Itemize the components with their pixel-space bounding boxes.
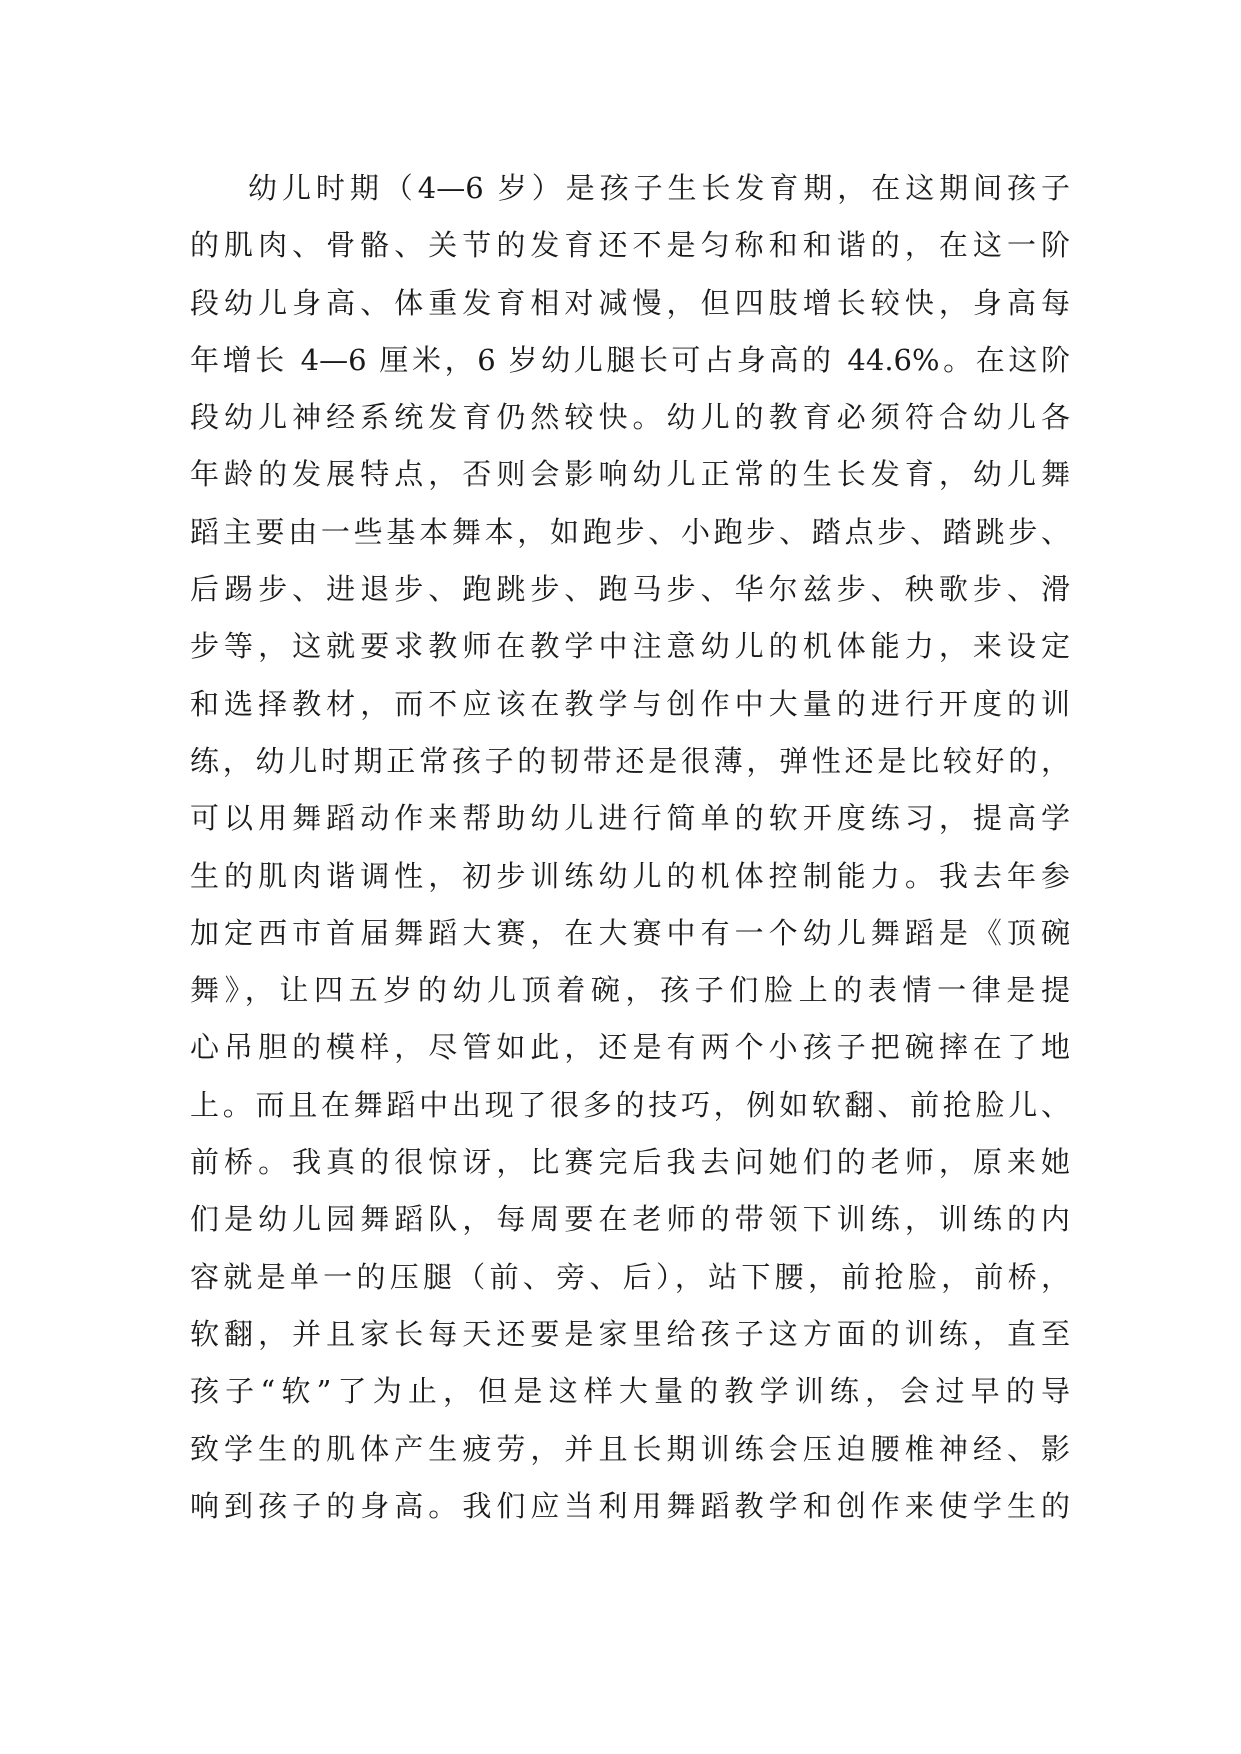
text-line: 年龄的发展特点，否则会影响幼儿正常的生长发育，幼儿舞 (190, 457, 1070, 492)
text-line: 容就是单一的压腿（前、旁、后），站下腰，前抢脸，前桥， (190, 1259, 1070, 1294)
text-line: 的肌肉、骨骼、关节的发育还不是匀称和和谐的，在这一阶 (190, 228, 1070, 263)
text-line: 致学生的肌体产生疲劳，并且长期训练会压迫腰椎神经、影 (190, 1431, 1070, 1466)
text-line: 生的肌肉谐调性，初步训练幼儿的机体控制能力。我去年参 (190, 858, 1070, 893)
text-line: 心吊胆的模样，尽管如此，还是有两个小孩子把碗摔在了地 (190, 1030, 1070, 1065)
text-line: 们是幼儿园舞蹈队，每周要在老师的带领下训练，训练的内 (190, 1202, 1070, 1237)
text-line: 段幼儿身高、体重发育相对减慢，但四肢增长较快，身高每 (190, 285, 1070, 320)
text-line: 步等，这就要求教师在教学中注意幼儿的机体能力，来设定 (190, 629, 1070, 664)
text-line: 段幼儿神经系统发育仍然较快。幼儿的教育必须符合幼儿各 (190, 400, 1070, 435)
text-line: 孩子“软”了为止，但是这样大量的教学训练，会过早的导 (190, 1374, 1070, 1409)
text-line: 前桥。我真的很惊讶，比赛完后我去问她们的老师，原来她 (190, 1145, 1070, 1180)
text-line: 软翻，并且家长每天还要是家里给孩子这方面的训练，直至 (190, 1316, 1070, 1351)
text-line: 蹈主要由一些基本舞本，如跑步、小跑步、踏点步、踏跳步、 (190, 514, 1070, 549)
text-line: 响到孩子的身高。我们应当利用舞蹈教学和创作来使学生的 (190, 1488, 1070, 1523)
text-line: 后踢步、进退步、跑跳步、跑马步、华尔兹步、秧歌步、滑 (190, 572, 1070, 607)
text-line: 舞》，让四五岁的幼儿顶着碗，孩子们脸上的表情一律是提 (190, 973, 1070, 1008)
body-paragraph (190, 160, 1070, 1535)
text-line: 加定西市首届舞蹈大赛，在大赛中有一个幼儿舞蹈是《顶碗 (190, 915, 1070, 950)
text-line: 上。而且在舞蹈中出现了很多的技巧，例如软翻、前抢脸儿、 (190, 1087, 1070, 1122)
text-line: 和选择教材，而不应该在教学与创作中大量的进行开度的训 (190, 686, 1070, 721)
text-line: 练，幼儿时期正常孩子的韧带还是很薄，弹性还是比较好的， (190, 743, 1070, 778)
text-line: 年增长 4—6 厘米，6 岁幼儿腿长可占身高的 44.6%。在这阶 (190, 342, 1070, 377)
text-line: 可以用舞蹈动作来帮助幼儿进行简单的软开度练习，提高学 (190, 801, 1070, 836)
text-line: 幼儿时期（4—6 岁）是孩子生长发育期，在这期间孩子 (248, 171, 1070, 205)
